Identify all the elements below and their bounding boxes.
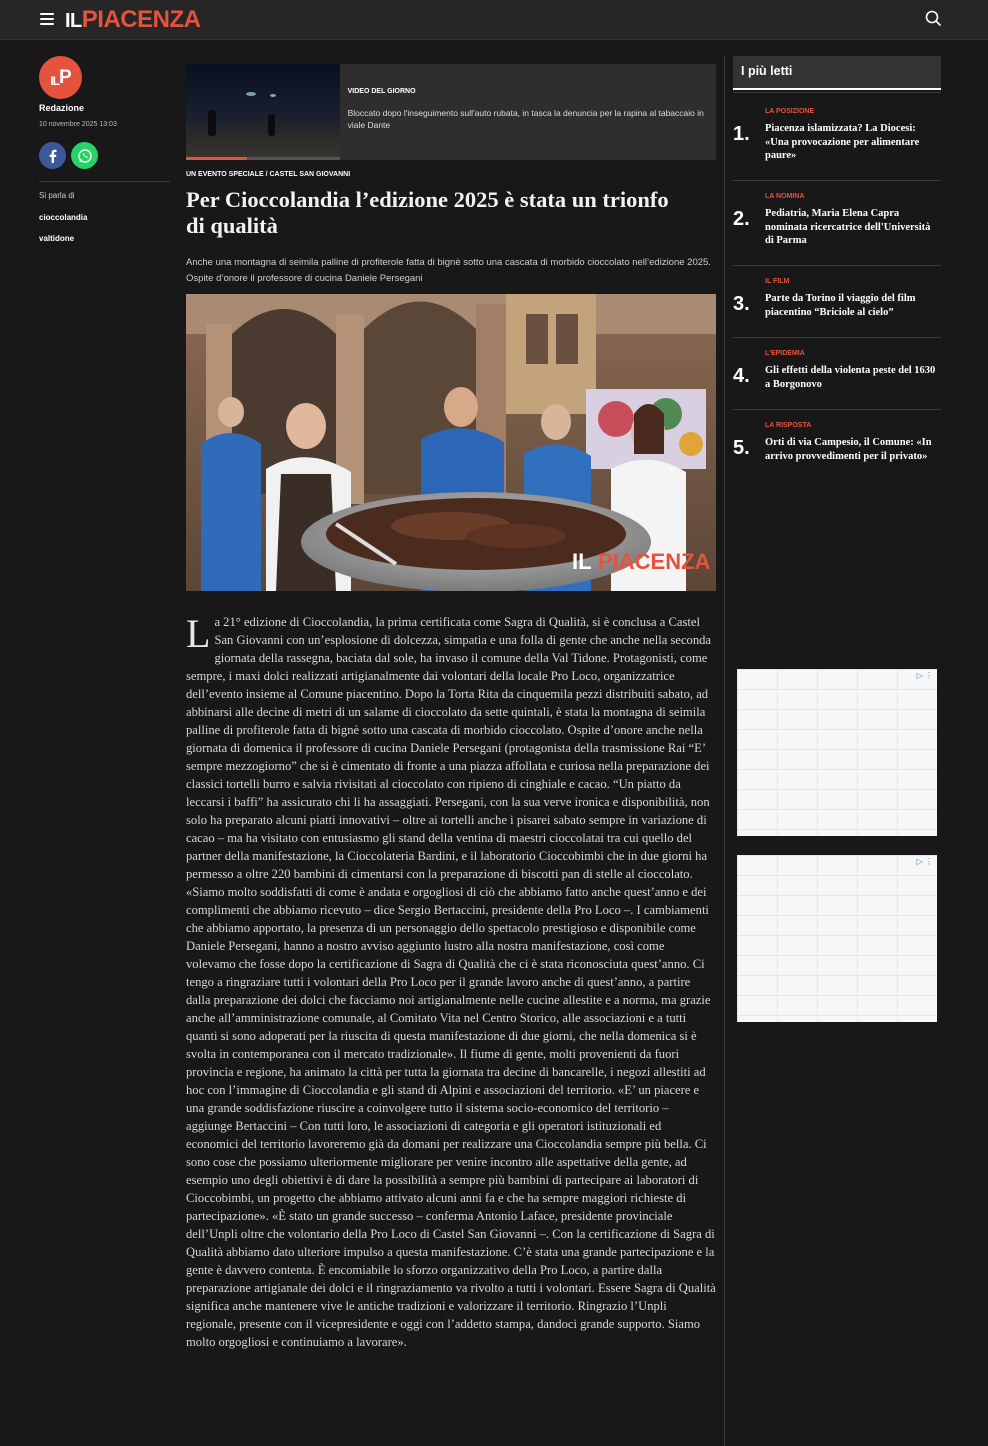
- item-title[interactable]: Gli effetti della violenta peste del 1630 a Borgonovo: [765, 365, 936, 390]
- whatsapp-icon: [77, 148, 93, 164]
- ad-choices-icon[interactable]: ▷ ⋮: [916, 671, 933, 680]
- author-name[interactable]: Redazione: [39, 103, 85, 113]
- rank-number: 2.: [733, 208, 750, 230]
- most-read-item-2[interactable]: [733, 193, 941, 253]
- video-of-the-day[interactable]: [186, 64, 716, 160]
- item-category: LA NOMINA: [765, 193, 805, 200]
- whatsapp-share-button[interactable]: [71, 142, 98, 169]
- share-buttons: [39, 142, 171, 169]
- divider: [733, 337, 941, 338]
- divider: [733, 265, 941, 266]
- logo-name: PIACENZA: [81, 6, 201, 33]
- author-block: [39, 56, 171, 169]
- ad-banner[interactable]: [737, 669, 937, 836]
- video-label: VIDEO DEL GIORNO: [347, 88, 416, 95]
- tag-link[interactable]: valtidone: [39, 234, 75, 243]
- rank-number: 3.: [733, 293, 750, 315]
- divider: [733, 92, 941, 93]
- most-read-item-4[interactable]: [733, 350, 941, 396]
- ad-choices-icon[interactable]: ▷ ⋮: [916, 857, 933, 866]
- most-read-item-1[interactable]: [733, 108, 941, 168]
- facebook-icon: [48, 149, 57, 163]
- item-title[interactable]: Pediatria, Maria Elena Capra nominata ricercatrice dell'Università di Parma: [765, 208, 931, 246]
- avatar[interactable]: [39, 56, 82, 99]
- video-progress-bar: [186, 157, 340, 160]
- tags-title: Si parla di: [39, 191, 75, 200]
- logo-il: IL: [65, 10, 82, 32]
- drop-cap: L: [186, 611, 211, 656]
- article-body: [186, 613, 716, 1351]
- article-kicker: UN EVENTO SPECIALE / CASTEL SAN GIOVANNI: [186, 171, 351, 178]
- avatar-letter: P: [58, 66, 71, 88]
- search-icon[interactable]: [925, 10, 941, 26]
- divider: [733, 409, 941, 410]
- column-divider: [724, 56, 725, 1446]
- ad-banner[interactable]: [737, 855, 937, 1022]
- photo-watermark-il: IL: [572, 549, 592, 574]
- item-category: L'EPIDEMIA: [765, 350, 805, 357]
- divider: [733, 180, 941, 181]
- tag-link[interactable]: cioccolandia: [39, 213, 88, 222]
- rank-number: 1.: [733, 123, 750, 145]
- photo-illustration: [186, 294, 716, 591]
- article-subhead: Anche una montagna di seimila palline di profiterole fatta di bignè sotto una cascata di morbido cioccolato nell’edizione 2025. Ospite d’onore il professore di cucina Daniele Persegani: [186, 257, 711, 284]
- item-category: LA POSIZIONE: [765, 108, 815, 115]
- hamburger-menu-icon[interactable]: [40, 13, 54, 25]
- item-category: LA RISPOSTA: [765, 422, 812, 429]
- article-body-text: a 21° edizione di Cioccolandia, la prima certificata come Sagra di Qualità, si è conclusa a Castel San Giovanni con un’esplosione di dolcezza, simpatia e una folla di gente che anche nella seconda giornata della rassegna, baciata dal sole, ha invaso il comune della Val Tidone. Protagonisti, come sempre, i maxi dolci realizzati artigianalmente dai volontari della locale Pro Loco, organizzatrice dell’evento insieme al Comune piacentino. Dopo la Torta Rita da cinquemila pezzi distribuiti sabato, ad abbinarsi alle decine di metri di un salame di cioccolato da sette quintali, è stata la montagna di seimila palline di profiterole fatta di bignè sotto una cascata di morbido cioccolato. Ospite d’onore anche nella giornata di domenica il professore di cucina Daniele Persegani (protagonista della trasmissione Rai “E’ sempre mezzogiorno” che si è cimentato di fronte a una piazza affollata e curiosa nella preparazione dei classici tortelli burro e salvia rivisitati al cioccolato con ripieno di cinghiale e cacao. “Un piatto da leccarsi i baffi” ha assicurato chi li ha assaggiati. Persegani, con la sua verve ironica e disponibilità, non solo ha preparato alcuni piatti innovativi – oltre ai tortelli anche i pisarei sabato sempre in variazione di cacao – ma ha visitato con entusiasmo gli stand della ventina di maestri cioccolatai tra cui quello del partner della manifestazione, la Cioccolateria Bardini, e il laboratorio Cioccobimbi che in due giorni ha permesso a oltre 220 bambini di cimentarsi con la preparazione di biscotti pan di stelle al cioccolato. «Siamo molto soddisfatti di come è andata e orgogliosi di ciò che abbiamo fatto anche quest’anno e dei complimenti che abbiamo ricevuto – dice Sergio Bertaccini, presidente della Pro Loco –. I cambiamenti che abbiamo apportato, la presenza di un personaggio dello spettacolo prestigioso e disponibile come Daniele Persegani, hanno a nostro avviso aggiunto lustro alla nostra manifestazione, così come volevamo che fosse dopo la certificazione di Sagra di Qualità che ci è stata riconosciuta quest’anno. Ci tengo a ringraziare tutti i volontari della Pro Loco per il grande lavoro anche di quest’anno, a partire dalla preparazione dei dolci che facciamo noi artigianalmente nelle cucine allestite e a norma, ma grazie anche all’amministrazione comunale, al Comitato Vita nel Centro Storico, alle associazioni e a tutti quanti si sono adoperati per la riuscita di questa manifestazione di due giorni, che nella domenica si è svolta in contemporanea con il mercato tradizionale». Il fiume di gente, molti provenienti da fuori provincia e regione, ha animato la città per tutta la giornata tra decine di bancarelle, i negozi allestiti ad hoc con l’immagine di Cioccolandia e gli stand di Alpini e associazioni del territorio. «E’ un piacere e una grande soddisfazione riuscire a coinvolgere tutto il sistema socio-economico del territorio – aggiunge Bertaccini – Con tutti loro, le associazioni di categoria e gli operatori istituzionali ed economici del territorio lavoreremo già da domani per realizzare una Cioccolandia sempre più bella. Ci sono cose che possiamo ulteriormente migliorare per venire incontro alle aspettative della gente, ad esempio uno degli obiettivi è di dare la possibilità a sempre più bambini di partecipare ai laboratori di Cioccobimbi, un progetto che abbiamo attivato alcuni anni fa e che ha sempre maggiori richieste di partecipazione». «È stato un grande successo – conferma Antonio Laface, presidente provinciale dell’Unpli oltre che volontario della Pro Loco di Castel San Giovanni –. Con la certificazione di Sagra di Qualità abbiamo dato ulteriore impulso a questa manifestazione. C’è stata una grande partecipazione e la gente è davvero contenta. È encomiabile lo sforzo organizzativo della Pro Loco, a partire dalla preparazione artigianale dei dolci e il ringraziamento va rivolto a tutti i volontari. Essere Sagra di Qualità significa anche mantenere vive le antiche tradizioni e valorizzare il territorio. Ringrazio l’Unpli regionale, presente con il vicepresidente e oggi con l’addetto stampa, dandoci grande supporto. Siamo molto orgogliosi e continuiamo a lavorare».: [186, 615, 716, 1349]
- article-headline: Per Cioccolandia l’edizione 2025 è stata un trionfo di qualità: [186, 187, 669, 238]
- article-photo: [186, 294, 716, 591]
- publish-date: 10 novembre 2025 13:03: [39, 121, 117, 128]
- most-read-title: I più letti: [733, 56, 941, 90]
- rank-number: 5.: [733, 437, 750, 459]
- video-title[interactable]: Bloccato dopo l'inseguimento sull'auto rubata, in tasca la denuncia per la rapina al tabaccaio in viale Dante: [347, 108, 704, 130]
- item-category: IL FILM: [765, 278, 790, 285]
- divider: [39, 181, 170, 182]
- rank-number: 4.: [733, 365, 750, 387]
- most-read-item-3[interactable]: [733, 278, 941, 324]
- site-logo[interactable]: [65, 6, 200, 34]
- photo-watermark-name: PIACENZA: [598, 549, 711, 574]
- item-title[interactable]: Piacenza islamizzata? La Diocesi: «Una provocazione per alimentare paure»: [765, 123, 920, 161]
- most-read-item-5[interactable]: [733, 422, 941, 468]
- item-title[interactable]: Parte da Torino il viaggio del film piacentino “Briciole al cielo”: [765, 293, 916, 318]
- avatar-il: IL: [50, 74, 59, 88]
- top-bar: [0, 0, 988, 40]
- facebook-share-button[interactable]: [39, 142, 66, 169]
- video-thumbnail[interactable]: [186, 64, 340, 160]
- item-title[interactable]: Orti di via Campesio, il Comune: «In arrivo provvedimenti per il privato»: [765, 437, 932, 462]
